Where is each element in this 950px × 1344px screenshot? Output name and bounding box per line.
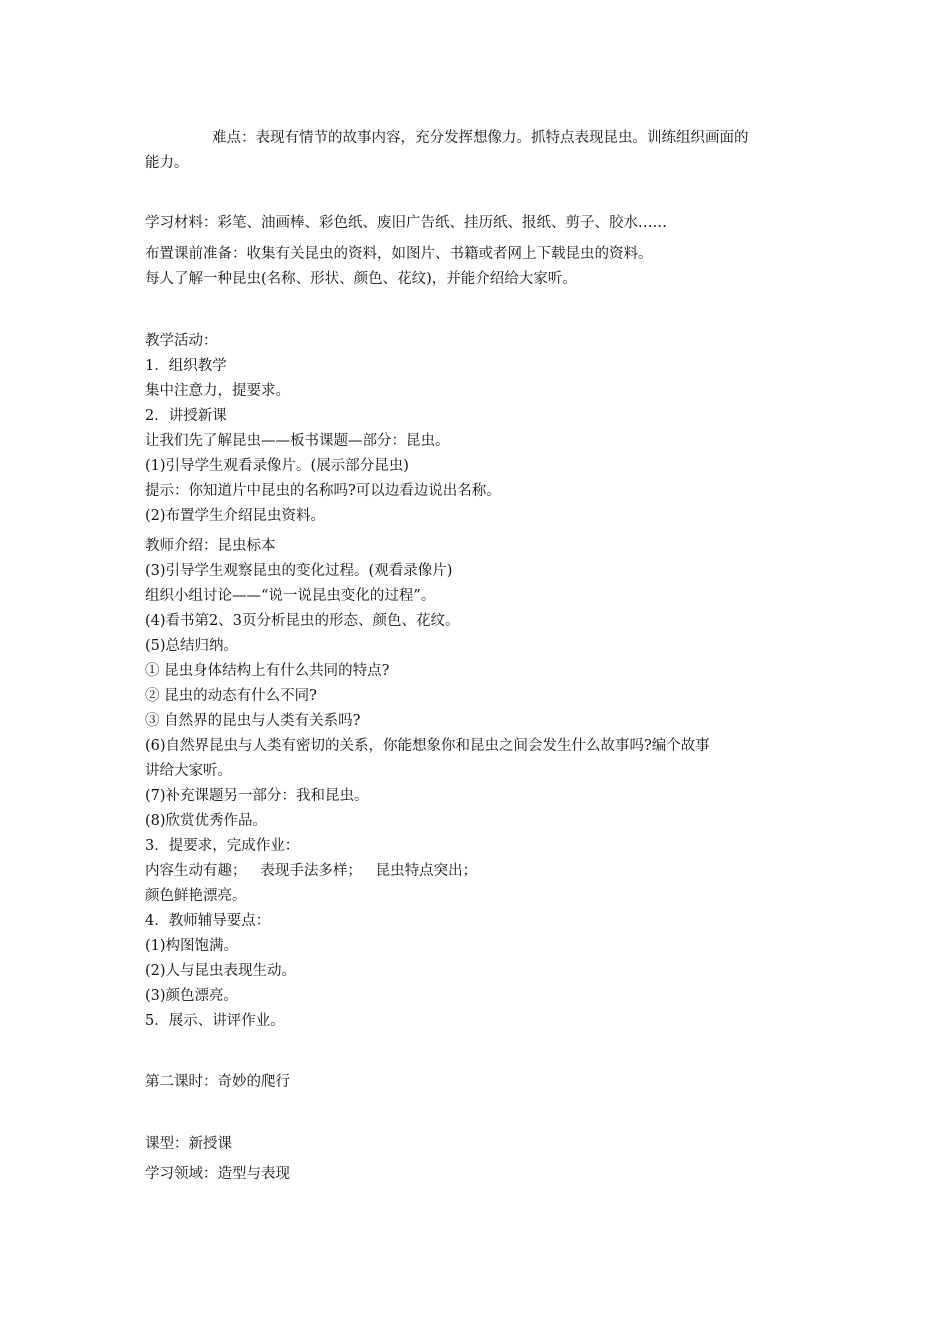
materials-line: 学习材料：彩笔、油画棒、彩色纸、废旧广告纸、挂历纸、报纸、剪子、胶水…… [145,215,667,231]
guidance-2: (2)人与昆虫表现生动。 [145,963,297,979]
step-2-item-4: (4)看书第2、3页分析昆虫的形态、颜色、花纹。 [145,613,460,629]
question-1: ① 昆虫身体结构上有什么共同的特点? [145,663,390,679]
lesson-type: 课型：新授课 [145,1136,232,1152]
step-2-item-1-hint: 提示：你知道片中昆虫的名称吗?可以边看边说出名称。 [145,483,501,499]
step-2-item-6-line-2: 讲给大家听。 [145,763,232,779]
step-2-item-3: (3)引导学生观察昆虫的变化过程。(观看录像片) [145,563,453,579]
lesson-2-title: 第二课时：奇妙的爬行 [145,1074,290,1090]
step-2: 2．讲授新课 [145,408,227,424]
step-2-item-2: (2)布置学生介绍昆虫资料。 [145,508,326,524]
teacher-intro: 教师介绍：昆虫标本 [145,538,276,554]
step-2-item-1: (1)引导学生观看录像片。(展示部分昆虫) [145,458,409,474]
question-3: ③ 自然界的昆虫与人类有关系吗? [145,713,361,729]
requirements-line-1: 内容生动有趣； 表现手法多样； 昆虫特点突出； [145,863,478,879]
question-2: ② 昆虫的动态有什么不同? [145,688,317,704]
guidance-3: (3)颜色漂亮。 [145,988,239,1004]
step-1-text: 集中注意力，提要求。 [145,383,290,399]
step-2-item-6-line-1: (6)自然界昆虫与人类有密切的关系，你能想象你和昆虫之间会发生什么故事吗?编个故事 [145,738,710,754]
difficulty-line-2: 能力。 [145,155,189,171]
prep-line-1: 布置课前准备：收集有关昆虫的资料，如图片、书籍或者网上下载昆虫的资料。 [145,246,653,262]
step-2-item-5: (5)总结归纳。 [145,638,239,654]
prep-line-2: 每人了解一种昆虫(名称、形状、颜色、花纹)，并能介绍给大家听。 [145,271,577,287]
step-5: 5．展示、讲评作业。 [145,1013,285,1029]
group-discussion: 组织小组讨论——“说一说昆虫变化的过程”。 [145,588,436,604]
step-2-item-7: (7)补充课题另一部分：我和昆虫。 [145,788,369,804]
step-2-text: 让我们先了解昆虫——板书课题—部分：昆虫。 [145,433,450,449]
requirements-line-2: 颜色鲜艳漂亮。 [145,888,247,904]
activity-title: 教学活动： [145,333,218,349]
step-1: 1．组织教学 [145,358,227,374]
step-3: 3．提要求，完成作业： [145,838,300,854]
step-2-item-8: (8)欣赏优秀作品。 [145,813,268,829]
guidance-1: (1)构图饱满。 [145,938,239,954]
learning-field: 学习领域：造型与表现 [145,1166,290,1182]
difficulty-line-1: 难点：表现有情节的故事内容，充分发挥想像力。抓特点表现昆虫。训练组织画面的 [212,130,749,146]
step-4: 4．教师辅导要点： [145,913,271,929]
